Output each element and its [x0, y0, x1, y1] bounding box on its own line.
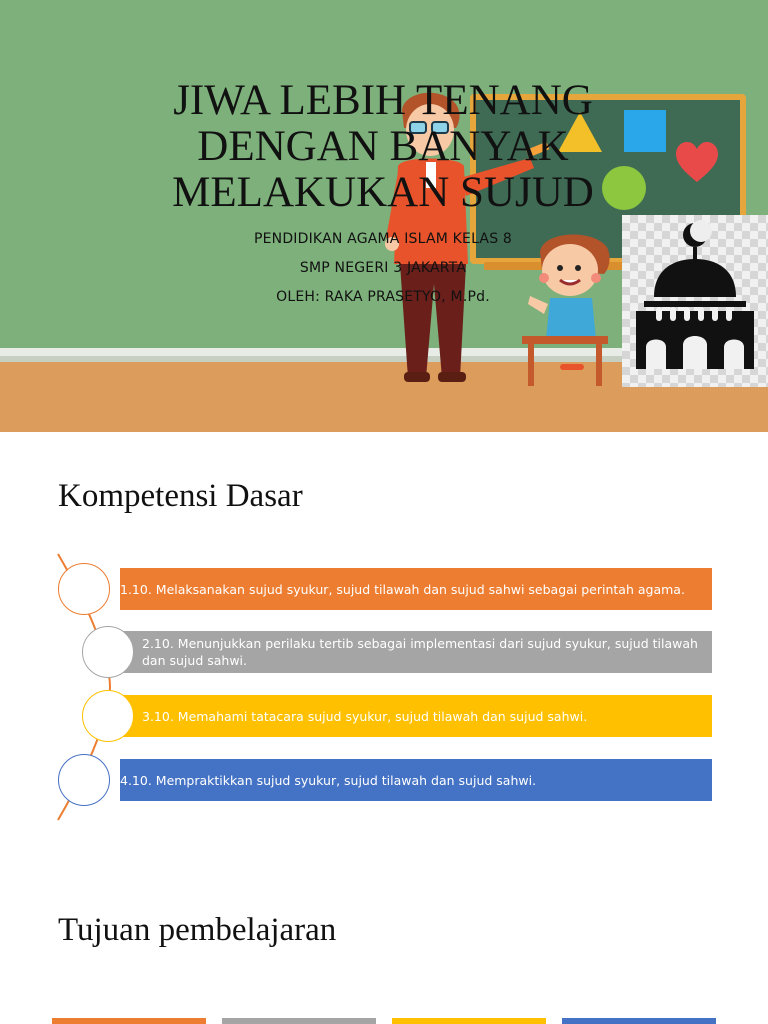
competency-text: 1.10. Melaksanakan sujud syukur, sujud tilawah dan sujud sahwi sebagai perintah agama.: [120, 581, 685, 597]
bullet-circle: [58, 563, 110, 615]
slide-heading: Kompetensi Dasar: [58, 478, 303, 514]
bullet-circle: [58, 754, 110, 806]
competency-list: [52, 552, 724, 822]
student-icon: [520, 224, 624, 388]
mosque-image: [622, 215, 768, 387]
competency-item: [120, 759, 712, 801]
slide-title: [150, 78, 616, 216]
title-line: DENGAN BANYAK: [197, 123, 569, 170]
competency-text: 3.10. Memahami tatacara sujud syukur, sujud tilawah dan sujud sahwi.: [142, 708, 588, 724]
title-line: MELAKUKAN SUJUD: [172, 169, 594, 216]
bullet-circle: [82, 690, 134, 742]
heart-icon: [674, 140, 720, 184]
competency-text: 2.10. Menunjukkan perilaku tertib sebagai implementasi dari sujud syukur, sujud tilawah dan sujud sahwi.: [142, 636, 698, 668]
subtitle-line: PENDIDIKAN AGAMA ISLAM KELAS 8: [253, 231, 513, 247]
competency-item: [120, 631, 712, 673]
subtitle-line: OLEH: RAKA PRASETYO, M.Pd.: [276, 289, 490, 305]
slide-heading: Tujuan pembelajaran: [58, 912, 337, 948]
subtitle-line: SMP NEGERI 3 JAKARTA: [299, 260, 467, 276]
goal-bar: [222, 1018, 376, 1024]
competency-text: 4.10. Mempraktikkan sujud syukur, sujud tilawah dan sujud sahwi.: [120, 772, 537, 788]
mosque-icon: [622, 215, 768, 387]
goal-bar: [52, 1018, 206, 1024]
goal-bar: [392, 1018, 546, 1024]
competency-item: [120, 695, 712, 737]
title-slide: [0, 0, 768, 432]
title-line: JIWA LEBIH TENANG: [173, 77, 593, 124]
competency-item: [120, 568, 712, 610]
square-icon: [624, 110, 666, 152]
goal-bar: [562, 1018, 716, 1024]
bullet-circle: [82, 626, 134, 678]
